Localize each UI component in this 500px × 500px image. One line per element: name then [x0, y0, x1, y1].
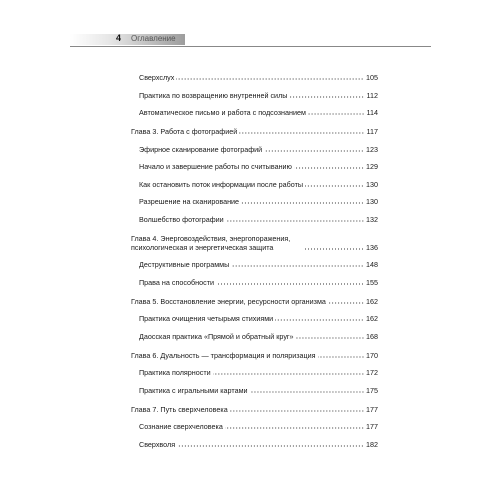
toc-item-page: 175 [366, 385, 378, 395]
dot-leader [275, 319, 364, 321]
toc-item-page: 182 [366, 439, 378, 449]
toc-item-title: Сознание сверхчеловека [139, 422, 223, 431]
toc-chapter-title: Глава 6. Дуальность — трансформация и поляризация [131, 350, 316, 360]
dot-leader [294, 167, 364, 169]
toc-item[interactable] [131, 260, 378, 269]
dot-leader [241, 202, 364, 204]
dot-leader [250, 391, 364, 393]
toc-item-title: Сверхволя [139, 439, 176, 449]
toc-item-title: Как остановить поток информации после работы [139, 179, 304, 189]
toc-item-page: 148 [366, 260, 378, 269]
toc-item-page: 105 [366, 73, 378, 82]
toc-chapter[interactable] [131, 127, 378, 136]
table-of-contents [131, 73, 378, 459]
dot-leader [303, 248, 364, 250]
toc-chapter[interactable] [131, 351, 378, 360]
toc-item[interactable] [131, 314, 378, 323]
toc-chapter-title: Глава 3. Работа с фотографией [131, 127, 238, 136]
toc-item[interactable] [131, 73, 378, 82]
toc-item[interactable] [131, 440, 378, 449]
toc-item-page: 168 [366, 331, 378, 341]
toc-chapter[interactable] [131, 405, 378, 414]
toc-chapter-page: 117 [366, 127, 378, 136]
toc-item[interactable] [131, 278, 378, 287]
dot-leader [177, 445, 364, 447]
toc-item-title: Автоматическое письмо и работа с подсознанием [139, 108, 306, 117]
toc-item-title: Эфирное сканирование фотографий [139, 144, 263, 154]
dot-leader [213, 373, 364, 375]
toc-chapter-page: 136 [366, 242, 378, 252]
toc-item-title: Практика по возвращению внутренней силы [139, 90, 288, 100]
toc-item[interactable] [131, 332, 378, 341]
toc-item-title: Практика полярности [139, 368, 211, 377]
toc-item[interactable] [131, 162, 378, 171]
toc-item-title: Начало и завершение работы по считыванию [139, 162, 292, 171]
toc-chapter[interactable] [131, 297, 378, 306]
toc-item-page: 162 [366, 314, 378, 323]
toc-item-page: 132 [366, 214, 378, 224]
dot-leader [226, 220, 364, 222]
toc-item-title: Даосская практика «Прямой и обратный круг» [139, 331, 294, 341]
toc-item-page: 172 [366, 368, 378, 377]
dot-leader [239, 132, 364, 134]
toc-section [131, 73, 378, 117]
toc-chapter-title: Глава 4. Энерговоздействия, энергопоражения, психологическая и энергетическая защита [131, 233, 291, 252]
toc-item-title: Практика с игральными картами [139, 385, 248, 395]
toc-item-title: Деструктивные программы [139, 260, 230, 269]
dot-leader [231, 265, 364, 267]
dot-leader [318, 356, 364, 358]
toc-item-page: 123 [366, 144, 378, 154]
toc-item-title: Права на способности [139, 277, 214, 287]
toc-chapter-page: 170 [366, 350, 378, 360]
toc-chapter-title: Глава 5. Восстановление энергии, ресурсности организма [131, 296, 326, 306]
toc-item-title: Волшебство фотографии [139, 214, 224, 224]
toc-item[interactable] [131, 368, 378, 377]
toc-chapter[interactable] [131, 234, 378, 252]
toc-item-title: Практика очищения четырьмя стихиями [139, 314, 274, 323]
toc-item[interactable] [131, 422, 378, 431]
page-number: 4 [116, 33, 122, 43]
running-title: Оглавление [131, 34, 176, 43]
toc-item-page: 177 [366, 422, 378, 431]
dot-leader [225, 427, 364, 429]
toc-chapter-page: 177 [366, 404, 378, 414]
toc-item-page: 112 [366, 90, 378, 100]
dot-leader [230, 410, 364, 412]
toc-item[interactable] [131, 386, 378, 395]
toc-item[interactable] [131, 197, 378, 206]
toc-item[interactable] [131, 145, 378, 154]
toc-section [131, 297, 378, 341]
dot-leader [176, 78, 364, 80]
toc-item[interactable] [131, 215, 378, 224]
dot-leader [296, 337, 364, 339]
toc-item[interactable] [131, 180, 378, 189]
toc-item-page: 114 [366, 108, 378, 117]
toc-item-title: Сверхслух [139, 73, 175, 82]
toc-chapter-page: 162 [366, 296, 378, 306]
toc-section [131, 234, 378, 287]
toc-item-title: Разрешение на сканирование [139, 197, 240, 206]
dot-leader [264, 150, 364, 152]
dot-leader [305, 185, 364, 187]
toc-item-page: 155 [366, 277, 378, 287]
toc-item-page: 130 [366, 197, 378, 206]
toc-chapter-title: Глава 7. Путь сверхчеловека [131, 404, 228, 414]
dot-leader [216, 283, 364, 285]
toc-item[interactable] [131, 91, 378, 100]
toc-section [131, 351, 378, 395]
header-rule [70, 46, 431, 47]
dot-leader [328, 302, 364, 304]
toc-item[interactable] [131, 108, 378, 117]
toc-section [131, 127, 378, 224]
toc-item-page: 129 [366, 162, 378, 171]
dot-leader [289, 96, 364, 98]
dot-leader [308, 113, 365, 115]
toc-section [131, 405, 378, 449]
toc-item-page: 130 [366, 179, 378, 189]
